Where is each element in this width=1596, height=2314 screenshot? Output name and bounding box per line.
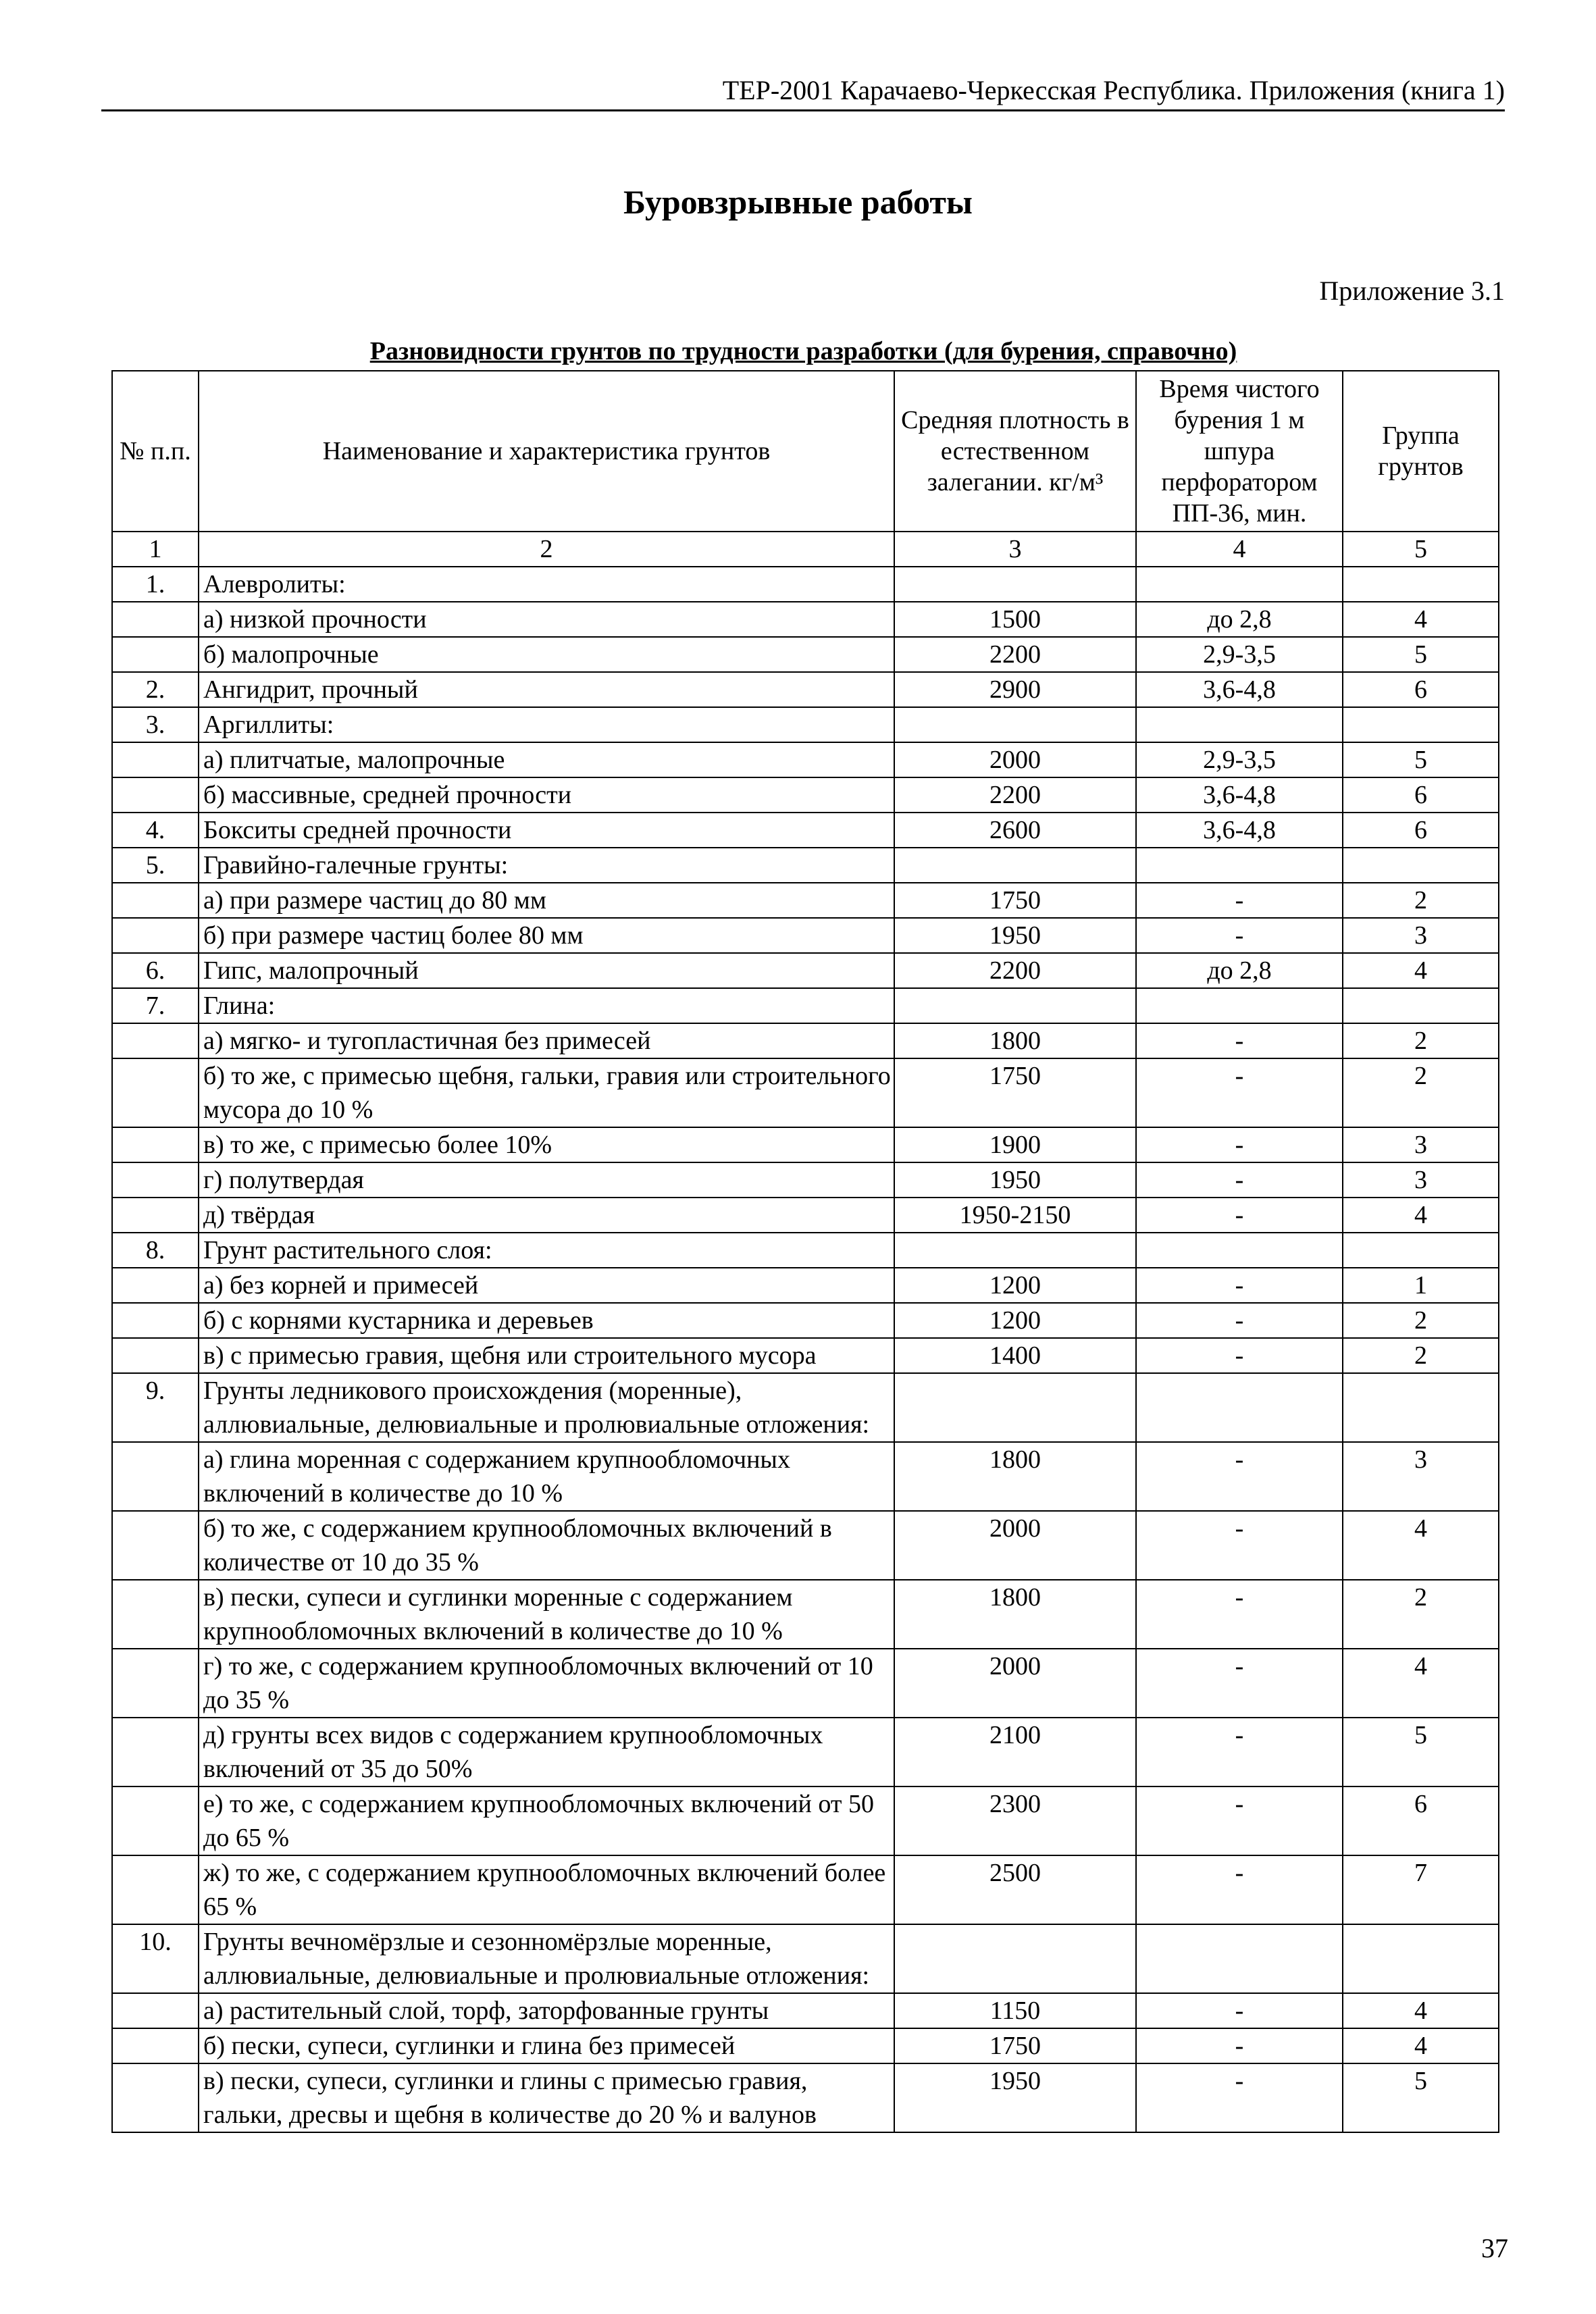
- table-row: [112, 1580, 1499, 1649]
- drill-time-cell: -: [1136, 883, 1343, 918]
- row-number-cell: [112, 602, 199, 637]
- page-number: 37: [1481, 2233, 1508, 2263]
- table-row: [112, 1855, 1499, 1924]
- drill-time-cell: [1136, 707, 1343, 742]
- density-cell: 1900: [894, 1127, 1136, 1162]
- running-header: ТЕР-2001 Карачаево-Черкесская Республика. Приложения (книга 1): [722, 75, 1505, 105]
- soil-group-cell: 4: [1343, 1511, 1499, 1580]
- soil-group-cell: 4: [1343, 1649, 1499, 1718]
- section-title: Буровзрывные работы: [623, 183, 973, 221]
- soil-name-cell: Гравийно-галечные грунты:: [199, 848, 894, 883]
- drill-time-cell: [1136, 988, 1343, 1023]
- density-cell: 1150: [894, 1993, 1136, 2028]
- table-row: [112, 953, 1499, 988]
- row-number-cell: [112, 742, 199, 777]
- column-index-cell: 3: [894, 532, 1136, 567]
- soil-name-cell: б) малопрочные: [199, 637, 894, 672]
- row-number-cell: 5.: [112, 848, 199, 883]
- drill-time-cell: -: [1136, 918, 1343, 953]
- density-cell: [894, 1233, 1136, 1268]
- soil-name-cell: д) грунты всех видов с содержанием крупнообломочных включений от 35 до 50%: [199, 1718, 894, 1786]
- row-number-cell: 3.: [112, 707, 199, 742]
- soil-name-cell: б) массивные, средней прочности: [199, 777, 894, 813]
- soil-group-cell: 6: [1343, 813, 1499, 848]
- row-number-cell: [112, 1127, 199, 1162]
- soil-group-cell: 7: [1343, 1855, 1499, 1924]
- table-row: [112, 1373, 1499, 1442]
- drill-time-cell: -: [1136, 1511, 1343, 1580]
- row-number-cell: [112, 918, 199, 953]
- density-cell: 1400: [894, 1338, 1136, 1373]
- soil-name-cell: а) без корней и примесей: [199, 1268, 894, 1303]
- table-row: [112, 883, 1499, 918]
- drill-time-cell: 3,6-4,8: [1136, 777, 1343, 813]
- row-number-cell: 10.: [112, 1924, 199, 1993]
- drill-time-cell: -: [1136, 2063, 1343, 2132]
- drill-time-cell: [1136, 1924, 1343, 1993]
- table-row: [112, 602, 1499, 637]
- column-header-group: Группа грунтов: [1343, 371, 1499, 532]
- drill-time-cell: -: [1136, 1442, 1343, 1511]
- row-number-cell: 4.: [112, 813, 199, 848]
- soil-classification-table: [111, 370, 1499, 2133]
- row-number-cell: [112, 1442, 199, 1511]
- column-index-cell: 5: [1343, 532, 1499, 567]
- density-cell: 1950: [894, 918, 1136, 953]
- table-row: [112, 813, 1499, 848]
- soil-name-cell: г) то же, с содержанием крупнообломочных включений от 10 до 35 %: [199, 1649, 894, 1718]
- row-number-cell: [112, 637, 199, 672]
- soil-name-cell: б) то же, с содержанием крупнообломочных включений в количестве от 10 до 35 %: [199, 1511, 894, 1580]
- density-cell: 1750: [894, 2028, 1136, 2063]
- drill-time-cell: -: [1136, 2028, 1343, 2063]
- row-number-cell: 2.: [112, 672, 199, 707]
- soil-group-cell: 2: [1343, 1058, 1499, 1127]
- soil-name-cell: Грунт растительного слоя:: [199, 1233, 894, 1268]
- soil-group-cell: [1343, 1373, 1499, 1442]
- density-cell: 1750: [894, 1058, 1136, 1127]
- table-row: [112, 1511, 1499, 1580]
- row-number-cell: [112, 1993, 199, 2028]
- table-body: [112, 532, 1499, 2132]
- column-index-cell: 1: [112, 532, 199, 567]
- table-caption: Разновидности грунтов по трудности разработки (для бурения, справочно): [369, 337, 1237, 365]
- density-cell: 2300: [894, 1786, 1136, 1855]
- row-number-cell: [112, 1786, 199, 1855]
- soil-group-cell: 3: [1343, 918, 1499, 953]
- row-number-cell: 1.: [112, 567, 199, 602]
- density-cell: 1200: [894, 1303, 1136, 1338]
- drill-time-cell: -: [1136, 1580, 1343, 1649]
- drill-time-cell: -: [1136, 1162, 1343, 1198]
- drill-time-cell: -: [1136, 1268, 1343, 1303]
- soil-group-cell: 1: [1343, 1268, 1499, 1303]
- table-row: [112, 918, 1499, 953]
- soil-group-cell: 4: [1343, 953, 1499, 988]
- density-cell: 1800: [894, 1442, 1136, 1511]
- soil-group-cell: 2: [1343, 1338, 1499, 1373]
- soil-name-cell: д) твёрдая: [199, 1198, 894, 1233]
- row-number-cell: [112, 883, 199, 918]
- soil-group-cell: 4: [1343, 1198, 1499, 1233]
- density-cell: 1800: [894, 1023, 1136, 1058]
- density-cell: 1950: [894, 1162, 1136, 1198]
- table-row: [112, 1924, 1499, 1993]
- soil-name-cell: Алевролиты:: [199, 567, 894, 602]
- soil-group-cell: [1343, 1233, 1499, 1268]
- row-number-cell: [112, 2063, 199, 2132]
- table-row: [112, 672, 1499, 707]
- drill-time-cell: -: [1136, 1303, 1343, 1338]
- drill-time-cell: 3,6-4,8: [1136, 672, 1343, 707]
- soil-group-cell: 2: [1343, 1023, 1499, 1058]
- density-cell: [894, 1924, 1136, 1993]
- row-number-cell: 9.: [112, 1373, 199, 1442]
- soil-group-cell: 5: [1343, 742, 1499, 777]
- table-row: [112, 1338, 1499, 1373]
- row-number-cell: [112, 2028, 199, 2063]
- row-number-cell: 6.: [112, 953, 199, 988]
- density-cell: 2200: [894, 637, 1136, 672]
- density-cell: 1200: [894, 1268, 1136, 1303]
- soil-name-cell: Глина:: [199, 988, 894, 1023]
- table-row: [112, 707, 1499, 742]
- soil-group-cell: [1343, 1924, 1499, 1993]
- drill-time-cell: 2,9-3,5: [1136, 742, 1343, 777]
- density-cell: [894, 988, 1136, 1023]
- table-row: [112, 2028, 1499, 2063]
- table-row: [112, 1786, 1499, 1855]
- drill-time-cell: -: [1136, 1649, 1343, 1718]
- row-number-cell: [112, 1649, 199, 1718]
- soil-name-cell: в) с примесью гравия, щебня или строительного мусора: [199, 1338, 894, 1373]
- soil-name-cell: Грунты ледникового происхождения (моренные), аллювиальные, делювиальные и пролювиальные отложения:: [199, 1373, 894, 1442]
- soil-name-cell: ж) то же, с содержанием крупнообломочных включений более 65 %: [199, 1855, 894, 1924]
- drill-time-cell: [1136, 848, 1343, 883]
- row-number-cell: [112, 777, 199, 813]
- appendix-label: Приложение 3.1: [1319, 276, 1505, 306]
- row-number-cell: [112, 1511, 199, 1580]
- soil-group-cell: 5: [1343, 1718, 1499, 1786]
- density-cell: 1500: [894, 602, 1136, 637]
- table-row: [112, 1162, 1499, 1198]
- drill-time-cell: -: [1136, 1198, 1343, 1233]
- soil-name-cell: а) низкой прочности: [199, 602, 894, 637]
- drill-time-cell: 3,6-4,8: [1136, 813, 1343, 848]
- row-number-cell: [112, 1303, 199, 1338]
- soil-group-cell: [1343, 707, 1499, 742]
- table-row: [112, 777, 1499, 813]
- column-index-cell: 4: [1136, 532, 1343, 567]
- soil-name-cell: а) плитчатые, малопрочные: [199, 742, 894, 777]
- soil-name-cell: б) то же, с примесью щебня, гальки, гравия или строительного мусора до 10 %: [199, 1058, 894, 1127]
- drill-time-cell: -: [1136, 1127, 1343, 1162]
- table-row: [112, 1993, 1499, 2028]
- soil-name-cell: Аргиллиты:: [199, 707, 894, 742]
- table-row: [112, 1233, 1499, 1268]
- soil-group-cell: 3: [1343, 1442, 1499, 1511]
- density-cell: 1800: [894, 1580, 1136, 1649]
- drill-time-cell: -: [1136, 1023, 1343, 1058]
- row-number-cell: [112, 1162, 199, 1198]
- soil-name-cell: б) с корнями кустарника и деревьев: [199, 1303, 894, 1338]
- soil-name-cell: а) мягко- и тугопластичная без примесей: [199, 1023, 894, 1058]
- density-cell: 2600: [894, 813, 1136, 848]
- row-number-cell: [112, 1198, 199, 1233]
- drill-time-cell: -: [1136, 1338, 1343, 1373]
- table-row: [112, 1442, 1499, 1511]
- soil-group-cell: [1343, 988, 1499, 1023]
- column-index-row: [112, 532, 1499, 567]
- soil-name-cell: Бокситы средней прочности: [199, 813, 894, 848]
- density-cell: 2000: [894, 1649, 1136, 1718]
- column-header-num: № п.п.: [112, 371, 199, 532]
- soil-group-cell: 5: [1343, 637, 1499, 672]
- table-row: [112, 1718, 1499, 1786]
- soil-group-cell: 4: [1343, 1993, 1499, 2028]
- soil-group-cell: 3: [1343, 1162, 1499, 1198]
- column-header-name: Наименование и характеристика грунтов: [199, 371, 894, 532]
- table-row: [112, 848, 1499, 883]
- drill-time-cell: до 2,8: [1136, 953, 1343, 988]
- drill-time-cell: до 2,8: [1136, 602, 1343, 637]
- soil-group-cell: 2: [1343, 1580, 1499, 1649]
- soil-group-cell: 4: [1343, 2028, 1499, 2063]
- density-cell: 2500: [894, 1855, 1136, 1924]
- soil-name-cell: е) то же, с содержанием крупнообломочных включений от 50 до 65 %: [199, 1786, 894, 1855]
- table-row: [112, 1268, 1499, 1303]
- density-cell: 2200: [894, 953, 1136, 988]
- table-row: [112, 1127, 1499, 1162]
- table-row: [112, 567, 1499, 602]
- table-row: [112, 2063, 1499, 2132]
- density-cell: 1750: [894, 883, 1136, 918]
- density-cell: 2200: [894, 777, 1136, 813]
- density-cell: 2000: [894, 742, 1136, 777]
- soil-group-cell: 3: [1343, 1127, 1499, 1162]
- row-number-cell: [112, 1268, 199, 1303]
- soil-name-cell: Ангидрит, прочный: [199, 672, 894, 707]
- table-row: [112, 1023, 1499, 1058]
- drill-time-cell: -: [1136, 1786, 1343, 1855]
- drill-time-cell: -: [1136, 1855, 1343, 1924]
- table-row: [112, 1649, 1499, 1718]
- table-row: [112, 1058, 1499, 1127]
- density-cell: 2000: [894, 1511, 1136, 1580]
- drill-time-cell: -: [1136, 1718, 1343, 1786]
- drill-time-cell: [1136, 1373, 1343, 1442]
- soil-group-cell: 4: [1343, 602, 1499, 637]
- soil-name-cell: а) глина моренная с содержанием крупнообломочных включений в количестве до 10 %: [199, 1442, 894, 1511]
- soil-name-cell: Грунты вечномёрзлые и сезонномёрзлые моренные, аллювиальные, делювиальные и пролювиальные отложения:: [199, 1924, 894, 1993]
- soil-name-cell: б) при размере частиц более 80 мм: [199, 918, 894, 953]
- row-number-cell: [112, 1580, 199, 1649]
- row-number-cell: [112, 1718, 199, 1786]
- soil-group-cell: [1343, 567, 1499, 602]
- drill-time-cell: [1136, 567, 1343, 602]
- density-cell: 2900: [894, 672, 1136, 707]
- density-cell: [894, 707, 1136, 742]
- soil-name-cell: в) пески, супеси и суглинки моренные с содержанием крупнообломочных включений в количестве до 10 %: [199, 1580, 894, 1649]
- row-number-cell: [112, 1023, 199, 1058]
- soil-name-cell: г) полутвердая: [199, 1162, 894, 1198]
- column-header-drill-time: Время чистого бурения 1 м шпура перфоратором ПП-36, мин.: [1136, 371, 1343, 532]
- soil-name-cell: в) пески, супеси, суглинки и глины с примесью гравия, гальки, дресвы и щебня в количестве до 20 % и валунов: [199, 2063, 894, 2132]
- table-row: [112, 1198, 1499, 1233]
- drill-time-cell: [1136, 1233, 1343, 1268]
- row-number-cell: 8.: [112, 1233, 199, 1268]
- drill-time-cell: -: [1136, 1993, 1343, 2028]
- table-header-row: [112, 371, 1499, 532]
- drill-time-cell: 2,9-3,5: [1136, 637, 1343, 672]
- row-number-cell: [112, 1338, 199, 1373]
- table-row: [112, 742, 1499, 777]
- table-row: [112, 637, 1499, 672]
- table-row: [112, 1303, 1499, 1338]
- density-cell: [894, 1373, 1136, 1442]
- soil-group-cell: 2: [1343, 883, 1499, 918]
- density-cell: 2100: [894, 1718, 1136, 1786]
- soil-group-cell: 6: [1343, 777, 1499, 813]
- density-cell: 1950-2150: [894, 1198, 1136, 1233]
- header-rule: [101, 109, 1505, 111]
- density-cell: [894, 848, 1136, 883]
- soil-group-cell: 6: [1343, 672, 1499, 707]
- soil-group-cell: 5: [1343, 2063, 1499, 2132]
- soil-name-cell: а) при размере частиц до 80 мм: [199, 883, 894, 918]
- soil-name-cell: б) пески, супеси, суглинки и глина без примесей: [199, 2028, 894, 2063]
- column-header-density: Средняя плотность в естественном залегании. кг/м³: [894, 371, 1136, 532]
- drill-time-cell: -: [1136, 1058, 1343, 1127]
- row-number-cell: [112, 1058, 199, 1127]
- soil-name-cell: а) растительный слой, торф, заторфованные грунты: [199, 1993, 894, 2028]
- soil-name-cell: в) то же, с примесью более 10%: [199, 1127, 894, 1162]
- table-row: [112, 988, 1499, 1023]
- column-index-cell: 2: [199, 532, 894, 567]
- row-number-cell: 7.: [112, 988, 199, 1023]
- row-number-cell: [112, 1855, 199, 1924]
- density-cell: 1950: [894, 2063, 1136, 2132]
- density-cell: [894, 567, 1136, 602]
- soil-group-cell: 2: [1343, 1303, 1499, 1338]
- soil-group-cell: 6: [1343, 1786, 1499, 1855]
- soil-name-cell: Гипс, малопрочный: [199, 953, 894, 988]
- soil-group-cell: [1343, 848, 1499, 883]
